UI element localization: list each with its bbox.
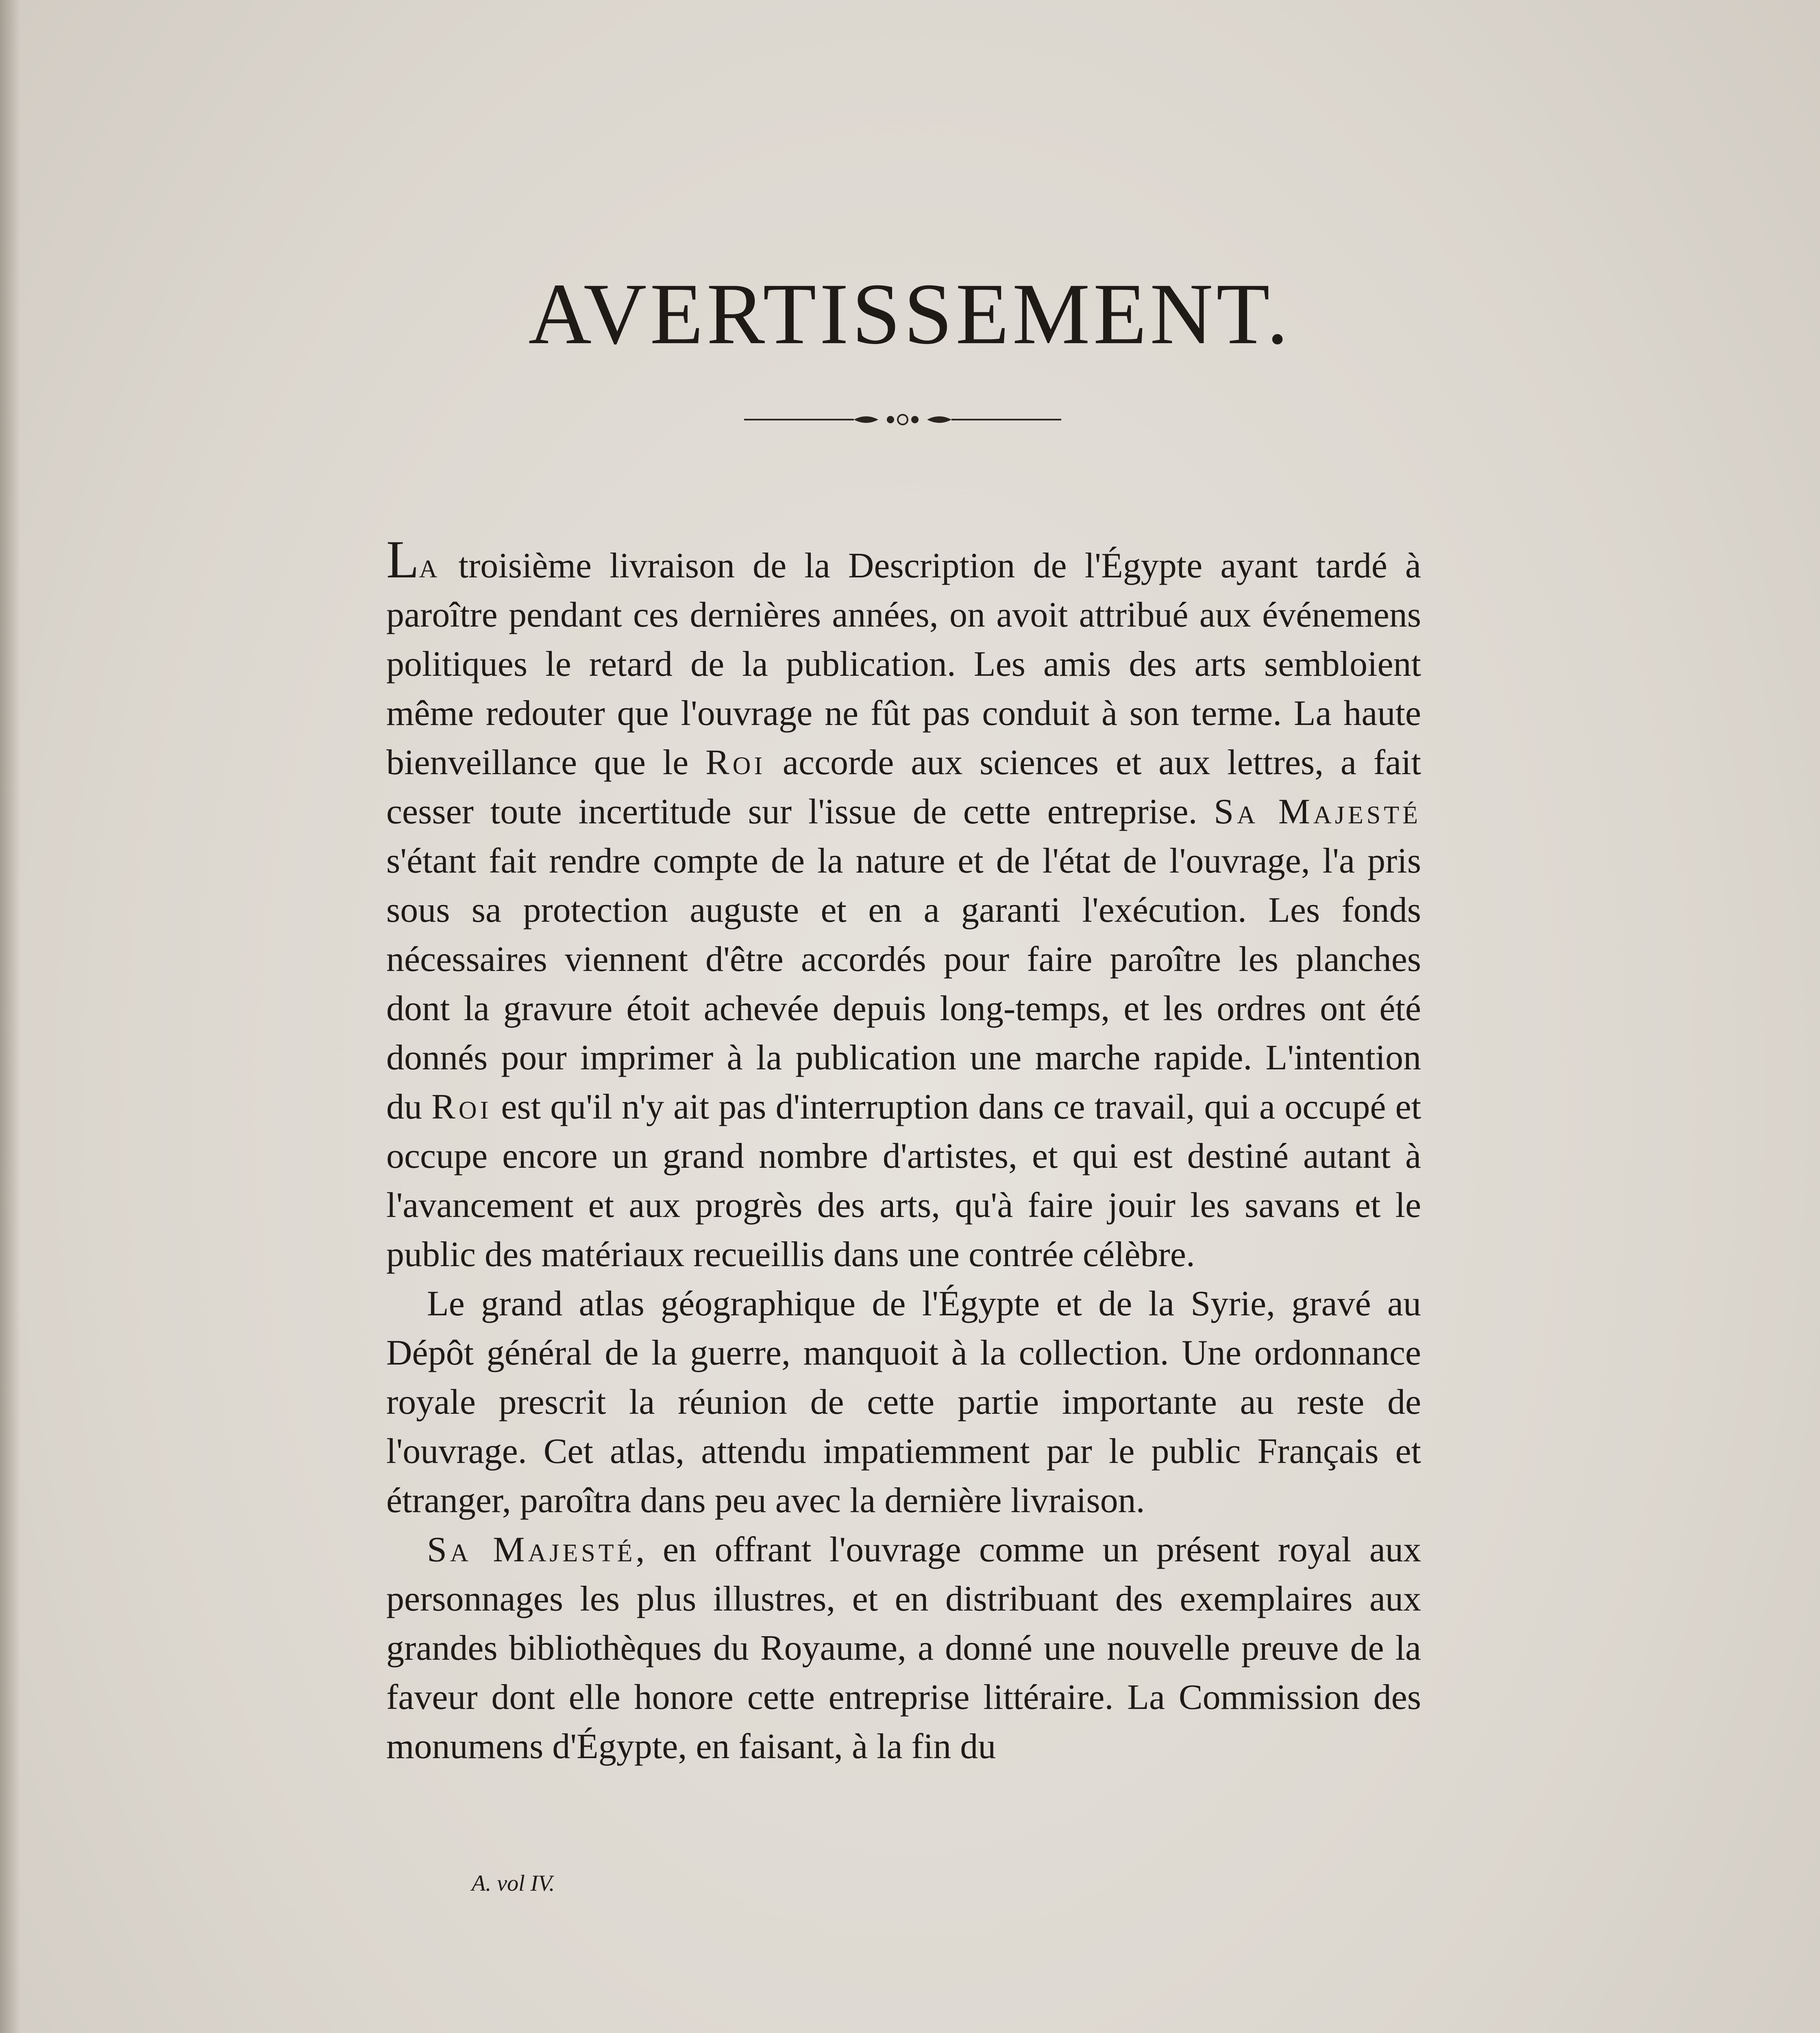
majeste-small-caps: Sa Majesté [1214, 792, 1421, 831]
signature-mark: A. vol IV. [472, 1871, 555, 1896]
paragraph-1-text-c: s'étant fait rendre compte de la nature et de l'état de l'ouvrage, l'a pris sous sa protection auguste et en a garanti l'exécution. Les fonds nécessaires viennent d'être accordés pour faire paroître les planches dont la gravure étoit achevée depuis long-temps, et les ordres ont été donnés pour imprimer à la publication une marche rapide. L'intention du [386, 841, 1421, 1127]
paragraph-1-text-d: est qu'il n'y ait pas d'interruption dans ce travail, qui a occupé et occupe encore un grand nombre d'artistes, et qui est destiné autant à l'avancement et aux progrès des arts, qu'à faire jouir les savans et le public des matériaux recueillis dans une contrée célèbre. [386, 1087, 1422, 1274]
paragraph-3-text: , en offrant l'ouvrage comme un présent royal aux personnages les plus illustres, et en distribuant des exemplaires aux grandes bibliothèques du Royaume, a donné une nouvelle preuve de la faveur dont elle honore cette entreprise littéraire. La Commission des monumens d'Égypte, en faisant, à la fin du [386, 1530, 1421, 1766]
paragraph-1-text-a: troisième livraison de la Description de l'Égypte ayant tardé à paroître pendant ces dernières années, on avoit attribué aux événemens politiques le retard de la publication. Les amis des arts sembloient même redouter que l'ouvrage ne fût pas conduit à son terme. La haute bienveillance que le [386, 546, 1421, 782]
paragraph-2: Le grand atlas géographique de l'Égypte et de la Syrie, gravé au Dépôt général de la guerre, manquoit à la collection. Une ordonnance royale prescrit la réunion de cette partie importante au reste de l'ouvrage. Cet atlas, attendu impatiemment par le public Français et étranger, paroîtra dans peu avec la dernière livraison. [386, 1284, 1421, 1520]
paragraph-1 [386, 529, 1422, 1279]
title-ornament [744, 411, 1061, 428]
article-body [386, 529, 1422, 1771]
page-title: AVERTISSEMENT. [528, 265, 1292, 363]
roi-small-caps: Roi [705, 743, 766, 782]
paragraph-1-text-b: accorde aux sciences et aux lettres, a fait cesser toute incertitude sur l'issue de cette entreprise. [386, 743, 1421, 831]
lead-small-caps: a [419, 546, 441, 586]
majeste-small-caps: Sa Majesté [427, 1530, 636, 1569]
paragraph-3 [386, 1525, 1421, 1771]
drop-cap: L [386, 529, 419, 589]
roi-small-caps: Roi [431, 1087, 492, 1127]
